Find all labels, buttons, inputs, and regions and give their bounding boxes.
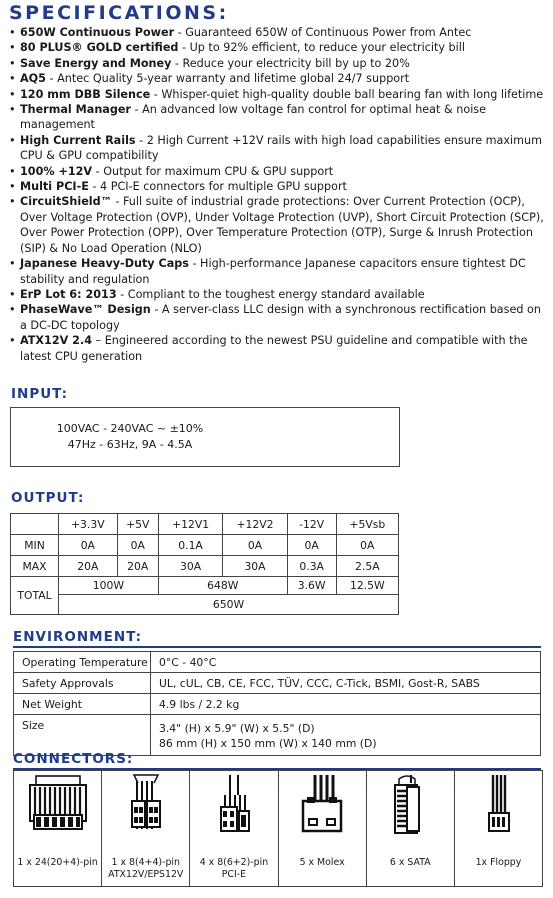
output-cell: 0A	[223, 535, 287, 556]
input-voltage: 100VAC - 240VAC ~ ±10%	[56, 422, 204, 435]
output-header-5vsb: +5Vsb	[336, 514, 398, 535]
output-cell: 648W	[158, 577, 287, 595]
spec-item-text: - Full suite of industrial grade protections: Over Current Protection (OCP), Over Voltage Protection (OVP), Under Voltage Protection (UVP), Short Circuit Protection (SCP), Over Power Protection (OPP), Over Temperature Protection (OTP), Surge & Inrush Protection (SIP) & No Load Operation (NLO)	[20, 195, 544, 255]
connector-cell	[279, 771, 367, 886]
env-size-imperial: 3.4" (H) x 5.9" (W) x 5.5" (D)	[159, 722, 315, 735]
connectors-panel	[13, 770, 543, 887]
output-cell: 0.1A	[158, 535, 222, 556]
spec-item-text: - Antec Quality 5-year warranty and lifetime global 24/7 support	[45, 72, 410, 86]
environment-divider	[13, 646, 541, 648]
atx-24pin-connector-icon	[14, 773, 102, 853]
spec-item-text: - Output for maximum CPU & GPU support	[92, 164, 334, 178]
output-cell: 20A	[59, 556, 118, 577]
output-cell: 30A	[158, 556, 222, 577]
spec-item-text: - Whisper-quiet high-quality double ball bearing fan with long lifetime	[150, 87, 544, 101]
spec-item	[9, 102, 549, 133]
output-min-label: MIN	[11, 535, 59, 556]
spec-item-title: PhaseWave™ Design	[20, 303, 151, 317]
connector-cell	[455, 771, 542, 886]
output-header-12v2: +12V2	[223, 514, 287, 535]
spec-item-title: ATX12V 2.4	[20, 334, 92, 348]
spec-item	[9, 56, 549, 71]
spec-item-title: Thermal Manager	[20, 103, 131, 117]
output-header-5v: +5V	[117, 514, 158, 535]
spec-item-title: 80 PLUS® GOLD certified	[20, 41, 179, 55]
connector-cell	[190, 771, 278, 886]
env-label: Net Weight	[14, 694, 151, 715]
env-value	[151, 715, 541, 756]
connectors-heading: CONNECTORS:	[13, 751, 134, 767]
output-cell: 30A	[223, 556, 287, 577]
connector-cell	[102, 771, 190, 886]
spec-item-title: Save Energy and Money	[20, 56, 172, 70]
output-max-label: MAX	[11, 556, 59, 577]
output-corner-cell	[11, 514, 59, 535]
connector-label: 4 x 8(6+2)-pin PCI-E	[199, 857, 269, 880]
eps-8pin-connector-icon	[102, 773, 190, 853]
output-total-label: TOTAL	[11, 577, 59, 615]
output-header-row	[11, 514, 399, 535]
env-row	[14, 673, 541, 694]
spec-item-text: - A server-class LLC design with a synchronous rectification based on a DC-DC topology	[20, 303, 541, 332]
output-max-row	[11, 556, 399, 577]
output-cell: 0A	[59, 535, 118, 556]
spec-item-title: 100% +12V	[20, 164, 93, 178]
env-label: Operating Temperature	[14, 652, 151, 673]
spec-item	[9, 179, 549, 194]
spec-item-text: - High-performance Japanese capacitors ensure tightest DC stability and regulation	[20, 257, 526, 286]
input-frequency: 47Hz - 63Hz, 9A - 4.5A	[67, 438, 193, 451]
env-value: UL, cUL, CB, CE, FCC, TÜV, CCC, C-Tick, BSMI, Gost-R, SABS	[151, 673, 541, 694]
input-box	[10, 407, 400, 467]
pcie-8pin-connector-icon	[190, 773, 278, 853]
output-heading: OUTPUT:	[11, 490, 85, 506]
spec-item-title: AQ5	[20, 72, 46, 86]
output-table	[10, 513, 399, 615]
spec-item	[9, 164, 549, 179]
env-row	[14, 694, 541, 715]
spec-item-text: - Compliant to the toughest energy standard available	[116, 287, 425, 301]
output-total-all-row	[11, 595, 399, 615]
output-min-row	[11, 535, 399, 556]
output-total-all: 650W	[59, 595, 399, 615]
spec-item-title: ErP Lot 6: 2013	[20, 287, 117, 301]
output-cell: 20A	[117, 556, 158, 577]
spec-item-title: Japanese Heavy-Duty Caps	[20, 257, 189, 271]
output-cell: 12.5W	[336, 577, 398, 595]
input-heading: INPUT:	[11, 386, 69, 402]
spec-item-title: CircuitShield™	[20, 195, 112, 209]
connector-label: 1 x 24(20+4)-pin	[17, 857, 98, 868]
output-total-row	[11, 577, 399, 595]
environment-heading: ENVIRONMENT:	[13, 629, 142, 645]
output-header-12v1: +12V1	[158, 514, 222, 535]
connector-cell	[14, 771, 102, 886]
spec-item-title: 650W Continuous Power	[20, 26, 175, 39]
spec-item	[9, 302, 549, 333]
output-cell: 0A	[336, 535, 398, 556]
env-size-metric: 86 mm (H) x 150 mm (W) x 140 mm (D)	[159, 737, 377, 750]
output-header-n12v: -12V	[287, 514, 336, 535]
spec-item	[9, 25, 549, 40]
spec-item	[9, 256, 549, 287]
output-cell: 0A	[287, 535, 336, 556]
spec-item-text: - 4 PCI-E connectors for multiple GPU support	[88, 180, 347, 194]
sata-connector-icon	[367, 773, 455, 853]
env-value: 0°C - 40°C	[151, 652, 541, 673]
output-cell: 2.5A	[336, 556, 398, 577]
specifications-list	[9, 25, 549, 364]
connector-cell	[367, 771, 455, 886]
output-cell: 0A	[117, 535, 158, 556]
spec-item	[9, 194, 549, 256]
specifications-heading: SPECIFICATIONS:	[9, 2, 229, 24]
spec-item	[9, 40, 549, 55]
env-value: 4.9 lbs / 2.2 kg	[151, 694, 541, 715]
spec-item	[9, 71, 549, 86]
spec-item-text: - Guaranteed 650W of Continuous Power from Antec	[174, 26, 472, 39]
output-header-3v3: +3.3V	[59, 514, 118, 535]
output-cell: 0.3A	[287, 556, 336, 577]
floppy-connector-icon	[455, 773, 543, 853]
spec-item	[9, 287, 549, 302]
spec-item	[9, 333, 549, 364]
spec-item	[9, 133, 549, 164]
connector-label: 6 x SATA	[389, 857, 431, 868]
env-row	[14, 715, 541, 756]
spec-item-text: - Reduce your electricity bill by up to 20%	[171, 56, 410, 70]
spec-item-text: - 2 High Current +12V rails with high load capabilities ensure maximum CPU & GPU compatibility	[20, 133, 543, 163]
spec-item-title: 120 mm DBB Silence	[20, 87, 151, 101]
spec-item-title: Multi PCI-E	[20, 180, 89, 194]
env-row	[14, 652, 541, 673]
output-cell: 3.6W	[287, 577, 336, 595]
spec-item-title: High Current Rails	[20, 133, 136, 147]
spec-item-text: – Engineered according to the newest PSU guideline and compatible with the latest CPU generation	[20, 334, 528, 363]
spec-item	[9, 87, 549, 102]
spec-item-text: - Up to 92% efficient, to reduce your electricity bill	[178, 41, 465, 55]
environment-table	[13, 651, 541, 756]
env-label: Size	[14, 715, 151, 756]
env-label: Safety Approvals	[14, 673, 151, 694]
spec-item-text: - An advanced low voltage fan control for optimal heat & noise management	[20, 103, 487, 132]
molex-connector-icon	[279, 773, 367, 853]
connector-label: 1 x 8(4+4)-pin ATX12V/EPS12V	[108, 857, 184, 880]
output-cell: 100W	[59, 577, 159, 595]
connector-label: 5 x Molex	[299, 857, 345, 868]
connector-label: 1x Floppy	[475, 857, 522, 868]
